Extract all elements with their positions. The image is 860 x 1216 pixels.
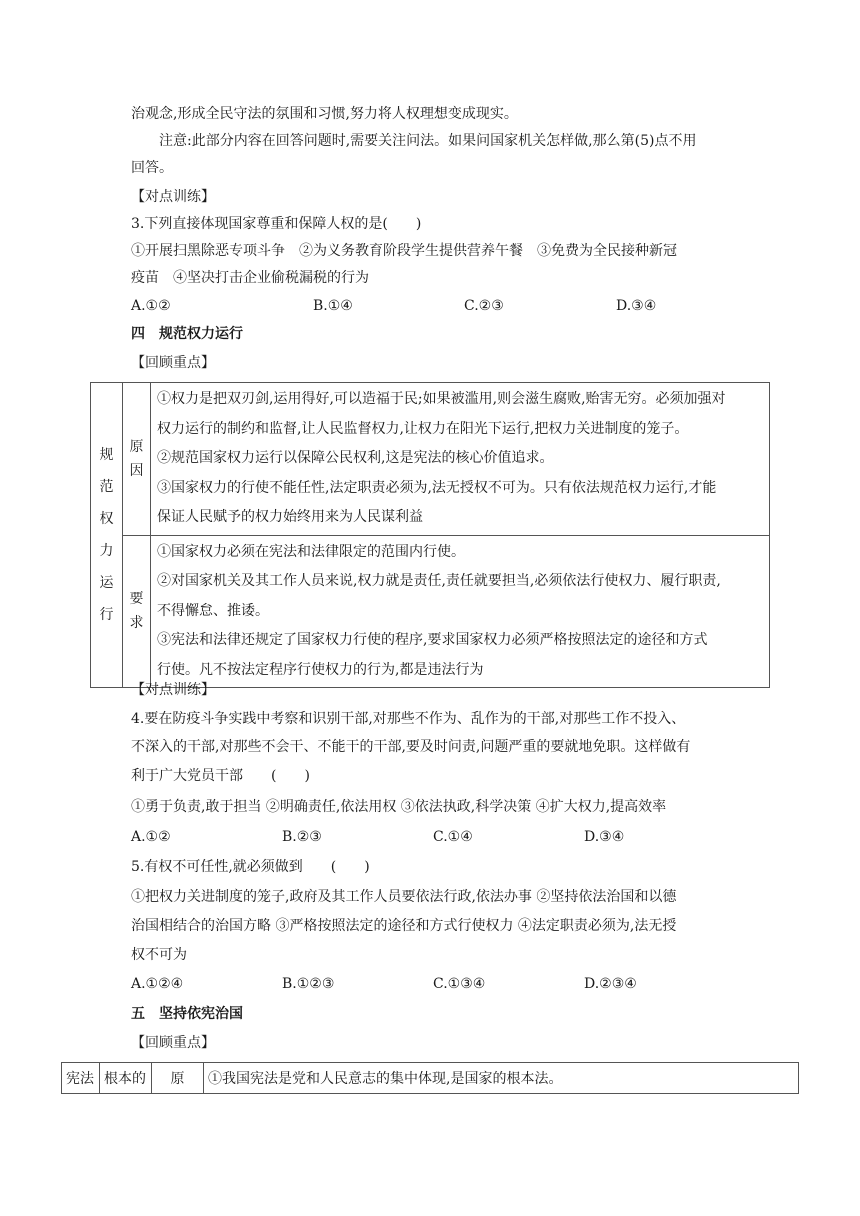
option-d: D.③④: [584, 829, 625, 845]
question-4-choices: ①勇于负责,敢于担当 ②明确责任,依法用权 ③依法执政,科学决策 ④扩大权力,提高效率: [131, 799, 667, 815]
option-c: C.①③④: [433, 976, 486, 992]
intro-line: 治观念,形成全民守法的氛围和习惯,努力将人权理想变成现实。: [131, 106, 518, 122]
reason-header: 原 因: [123, 383, 151, 536]
training-label: 【对点训练】: [131, 682, 215, 698]
table-main-header: 规 范 权 力 运 行: [91, 383, 123, 688]
option-a: A.①②: [131, 829, 171, 845]
constitution-table: [61, 1062, 799, 1094]
question-5-choices: ①把权力关进制度的笼子,政府及其工作人员要依法行政,依法办事 ②坚持依法治国和以德: [131, 889, 677, 905]
question-4-stem: 利于广大党员干部 ( ): [131, 768, 310, 784]
note-line: 注意:此部分内容在回答问题时,需要关注问法。如果问国家机关怎样做,那么第(5)点不用: [159, 133, 697, 149]
table-cell: 原: [152, 1063, 204, 1094]
option-d: D.③④: [616, 298, 657, 314]
requirement-cell: ①国家权力必须在宪法和法律限定的范围内行使。 ②对国家机关及其工作人员来说,权力就是责任,责任就要担当,必须依法行使权力、履行职责, 不得懈怠、推诿。 ③宪法和法律还规定了国家权力行使的程序,要求国家权力必须严格按照法定的途径和方式 行使。凡不按法定程序行使权力的行为,都是违法行为: [151, 535, 770, 688]
question-3-choices: ①开展扫黑除恶专项斗争 ②为义务教育阶段学生提供营养午餐 ③免费为全民接种新冠: [131, 243, 677, 259]
reason-cell: ①权力是把双刃剑,运用得好,可以造福于民;如果被滥用,则会滋生腐败,贻害无穷。必须加强对 权力运行的制约和监督,让人民监督权力,让权力在阳光下运行,把权力关进制度的笼子。 ②规范国家权力运行以保障公民权利,这是宪法的核心价值追求。 ③国家权力的行使不能任性,法定职责必须为,法无授权不可为。只有依法规范权力运行,才能 保证人民赋予的权力始终用来为人民谋利益: [151, 383, 770, 536]
option-c: C.①④: [433, 829, 473, 845]
table-cell: ①我国宪法是党和人民意志的集中体现,是国家的根本法。: [204, 1063, 799, 1094]
question-4-stem: 不深入的干部,对那些不会干、不能干的干部,要及时问责,问题严重的要就地免职。这样做有: [131, 739, 691, 755]
option-b: B.②③: [282, 829, 322, 845]
section-heading: 五 坚持依宪治国: [131, 1006, 243, 1022]
option-b: B.①④: [313, 298, 353, 314]
training-label: 【对点训练】: [131, 189, 215, 205]
question-4-stem: 4.要在防疫斗争实践中考察和识别干部,对那些不作为、乱作为的干部,对那些工作不投入、: [131, 711, 686, 727]
option-a: A.①②④: [131, 976, 184, 992]
option-a: A.①②: [131, 298, 171, 314]
section-heading: 四 规范权力运行: [131, 326, 243, 342]
option-c: C.②③: [464, 298, 504, 314]
question-3-stem: 3.下列直接体现国家尊重和保障人权的是( ): [131, 216, 422, 232]
question-5-choices: 治国相结合的治国方略 ③严格按照法定的途径和方式行使权力 ④法定职责必须为,法无授: [131, 918, 677, 934]
question-5-choices: 权不可为: [131, 947, 187, 963]
question-3-choices: 疫苗 ④坚决打击企业偷税漏税的行为: [131, 270, 369, 286]
question-5-stem: 5.有权不可任性,就必须做到 ( ): [131, 859, 370, 875]
table-cell: 宪法: [62, 1063, 100, 1094]
power-table: [90, 382, 770, 688]
option-b: B.①②③: [282, 976, 335, 992]
table-cell: 根本的: [100, 1063, 152, 1094]
review-label: 【回顾重点】: [131, 1035, 215, 1051]
note-line: 回答。: [131, 160, 173, 176]
requirement-header: 要 求: [123, 535, 151, 688]
review-label: 【回顾重点】: [131, 355, 215, 371]
option-d: D.②③④: [584, 976, 637, 992]
